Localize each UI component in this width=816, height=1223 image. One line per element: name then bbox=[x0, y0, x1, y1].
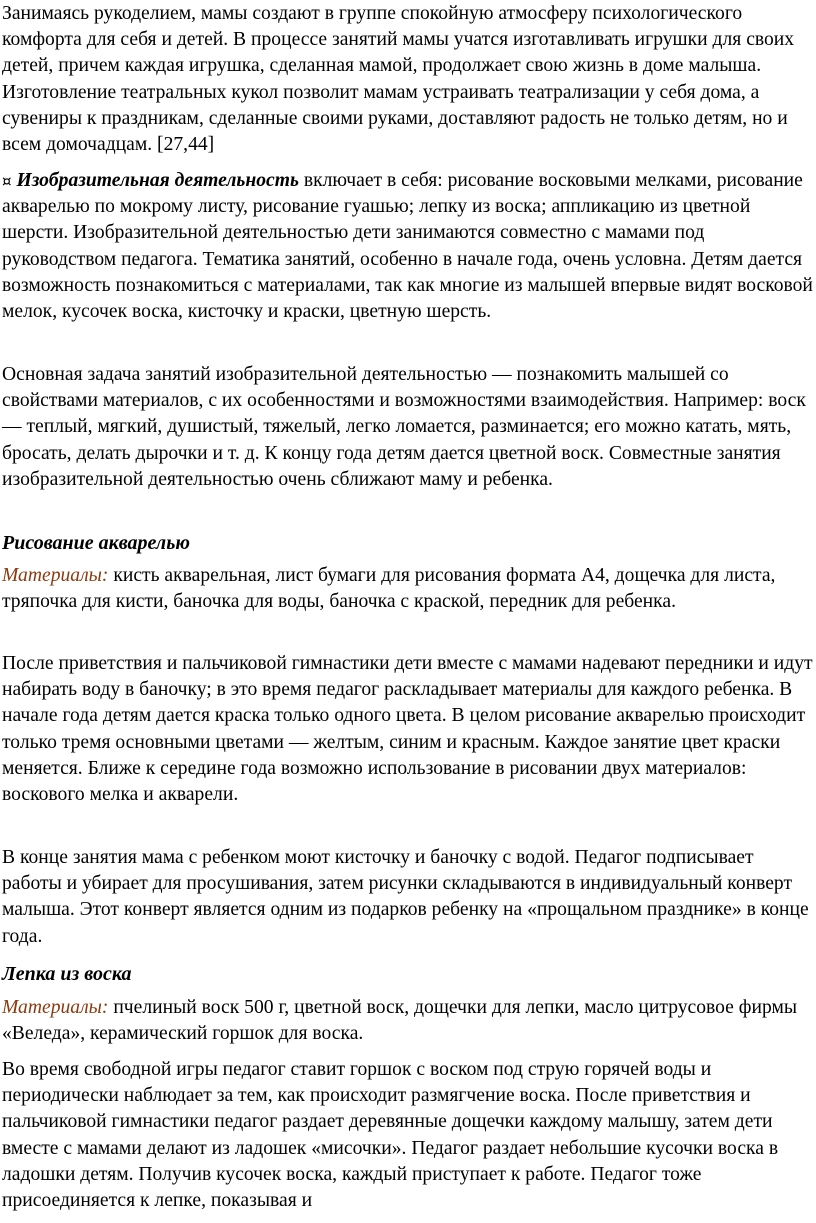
wax-materials bbox=[0, 995, 816, 1047]
heading-watercolor: Рисование акварелью bbox=[2, 532, 190, 554]
materials-label: Материалы: bbox=[2, 565, 109, 586]
bullet-icon: ¤ bbox=[2, 172, 12, 190]
materials-text: кисть акварельная, лист бумаги для рисования формата А4, дощечка для листа, тряпочка для кисти, баночка для воды, баночка с краской, передник для ребенка. bbox=[2, 565, 776, 613]
heading-wax-modeling: Лепка из воска bbox=[2, 963, 132, 985]
visual-activity-text: включает в себя: рисование восковыми мелками, рисование акварелью по мокрому листу, рисование гуашью; лепку из воска; аппликацию из цветной шерсти. Изобразительной деятельностью дети занимаются совместно с мамами под руководством педагога. Тематика занятий, особенно в начале года, очень условна. Детям дается возможность познакомиться с материалами, так как многие из малышей впервые видят восковой мелок, кусочек воска, кисточку и краски, цветную шерсть. bbox=[2, 170, 813, 323]
watercolor-materials bbox=[0, 563, 816, 615]
paragraph-watercolor-end: В конце занятия мама с ребенком моют кисточку и баночку с водой. Педагог подписывает работы и убирает для просушивания, затем рисунки складываются в индивидуальный конверт малыша. Этот конверт является одним из подарков ребенку на «прощальном празднике» в конце года. bbox=[2, 847, 809, 947]
visual-activity-term: Изобразительная деятельность bbox=[16, 170, 299, 191]
paragraph-main-task: Основная задача занятий изобразительной деятельностью — познакомить малышей со свойствами материалов, с их особенностями и возможностями взаимодействия. Например: воск — теплый, мягкий, душистый, тяжелый, легко ломается, разминается; его можно катать, мять, бросать, делать дырочки и т. д. К концу года детям дается цветной воск. Совместные занятия изобразительной деятельностью очень сближают маму и ребенка. bbox=[2, 364, 806, 490]
materials-text: пчелиный воск 500 г, цветной воск, дощечки для лепки, масло цитрусовое фирмы «Веледа», керамический горшок для воска. bbox=[2, 997, 798, 1045]
paragraph-visual-activity bbox=[0, 168, 816, 325]
materials-label: Материалы: bbox=[2, 997, 109, 1018]
paragraph-watercolor-process: После приветствия и пальчиковой гимнастики дети вместе с мамами надевают передники и идут набирать воду в баночку; в это время педагог раскладывает материалы для каждого ребенка. В начале года детям дается краска только одного цвета. В целом рисование акварелью происходит только тремя основными цветами — желтым, синим и красным. Каждое занятие цвет краски меняется. Ближе к середине года возможно использование в рисовании двух материалов: воскового мелка и акварели. bbox=[2, 653, 813, 806]
paragraph-handicraft: Занимаясь рукоделием, мамы создают в группе спокойную атмосферу психологического комфорта для себя и детей. В процессе занятий мамы учатся изготавливать игрушки для своих детей, причем каждая игрушка, сделанная мамой, продолжает свою жизнь в доме малыша. Изготовление театральных кукол позволит мамам устраивать театрализации у себя дома, а сувениры к праздникам, сделанные своими руками, доставляют радость не только детям, но и всем домочадцам. [27,44] bbox=[2, 3, 795, 156]
paragraph-wax-process: Во время свободной игры педагог ставит горшок с воском под струю горячей воды и периодически наблюдает за тем, как происходит размягчение воска. После приветствия и пальчиковой гимнастики педагог раздает деревянные дощечки каждому малышу, затем дети вместе с мамами делают из ладошек «мисочки». Педагог раздает небольшие кусочки воска в ладошки детям. Получив кусочек воска, каждый приступает к работе. Педагог тоже присоединяется к лепке, показывая и bbox=[2, 1059, 779, 1212]
